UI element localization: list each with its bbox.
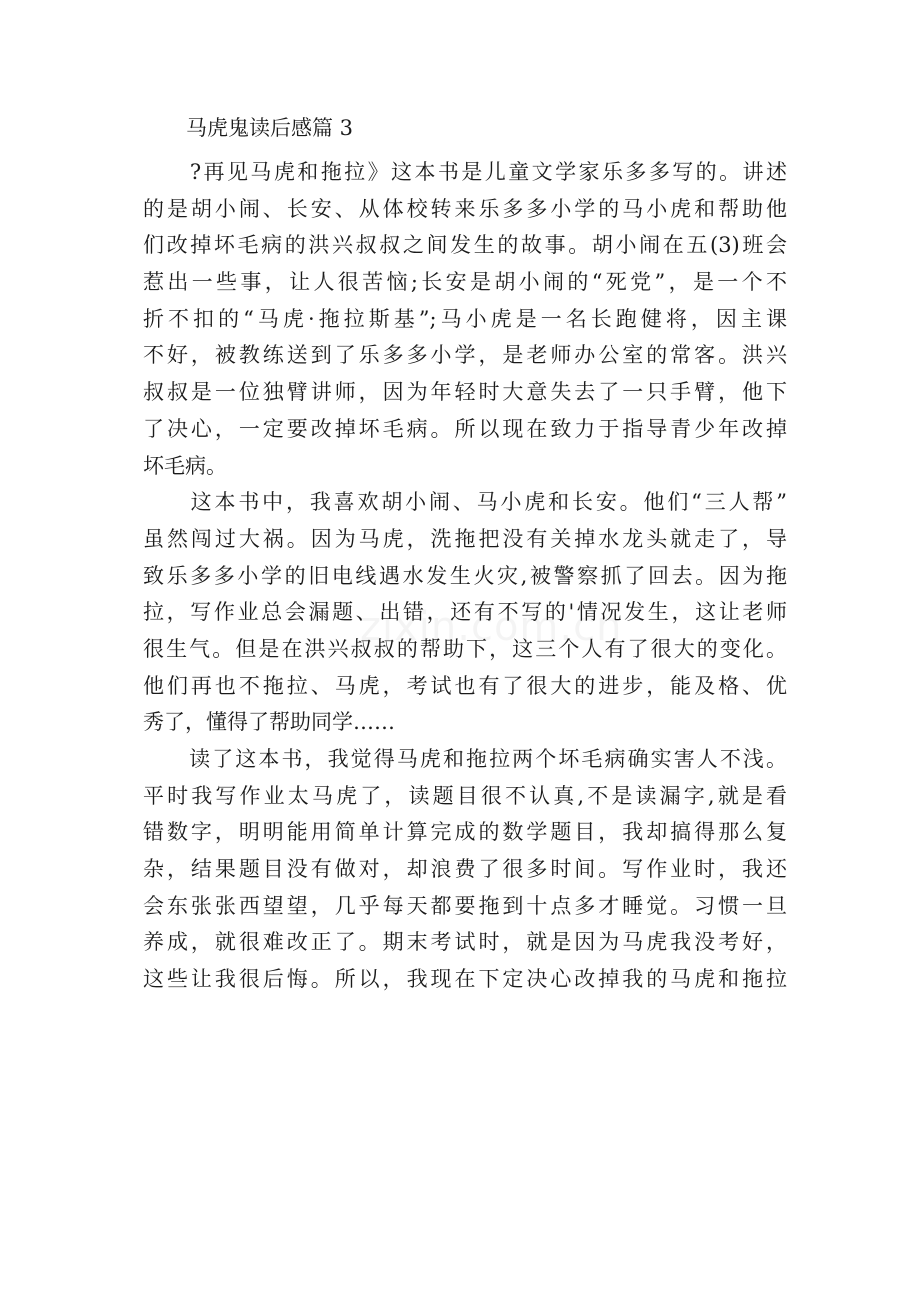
- text-line: 坏毛病。: [143, 453, 227, 478]
- text-line: 读了这本书，我觉得马虎和拖拉两个坏毛病确实害人不浅。: [143, 747, 787, 771]
- text-line: 的是胡小闹、长安、从体校转来乐多多小学的马小虎和帮助他: [143, 196, 787, 221]
- text-line: 不好，被教练送到了乐多多小学，是老师办公室的常客。洪兴: [143, 343, 787, 368]
- text-line: 平时我写作业太马虎了，读题目很不认真,不是读漏字,就是看: [143, 783, 787, 808]
- text-line: ?再见马虎和拖拉》这本书是儿童文学家乐多多写的。讲述: [143, 160, 787, 184]
- text-line: 致乐多多小学的旧电线遇水发生火灾,被警察抓了回去。因为拖: [143, 563, 787, 588]
- text-line: 这些让我很后悔。所以，我现在下定决心改掉我的马虎和拖拉: [143, 967, 787, 992]
- text-line: 虽然闯过大祸。因为马虎，洗拖把没有关掉水龙头就走了，导: [143, 526, 787, 551]
- text-line: 秀了，懂得了帮助同学……: [143, 710, 395, 735]
- text-line: 折不扣的“马虎·拖拉斯基”;马小虎是一名长跑健将，因主课: [143, 306, 787, 331]
- text-line: 他们再也不拖拉、马虎，考试也有了很大的进步，能及格、优: [143, 673, 787, 698]
- body-text: [143, 154, 787, 998]
- text-line: 很生气。但是在洪兴叔叔的帮助下，这三个人有了很大的变化。: [143, 636, 787, 661]
- text-line: 会东张张西望望，几乎每天都要拖到十点多才睡觉。习惯一旦: [143, 893, 787, 918]
- text-line: 错数字，明明能用简单计算完成的数学题目，我却搞得那么复: [143, 820, 787, 845]
- text-line: 叔叔是一位独臂讲师，因为年轻时大意失去了一只手臂，他下: [143, 380, 787, 405]
- text-line: 杂，结果题目没有做对，却浪费了很多时间。写作业时，我还: [143, 857, 787, 882]
- paragraph: [143, 154, 787, 484]
- text-line: 这本书中，我喜欢胡小闹、马小虎和长安。他们“三人帮”: [143, 490, 787, 515]
- paragraph: [143, 741, 787, 998]
- text-line: 们改掉坏毛病的洪兴叔叔之间发生的故事。胡小闹在五(3)班会: [143, 233, 787, 258]
- text-line: 拉，写作业总会漏题、出错，还有不写的'情况发生，这让老师: [143, 600, 787, 625]
- text-line: 了决心，一定要改掉坏毛病。所以现在致力于指导青少年改掉: [143, 416, 787, 441]
- paragraph: [143, 484, 787, 741]
- text-line: 养成，就很难改正了。期末考试时，就是因为马虎我没考好，: [143, 930, 787, 955]
- section-heading: 马虎鬼读后感篇 3: [186, 116, 354, 140]
- text-line: 惹出一些事，让人很苦恼;长安是胡小闹的“死党”，是一个不: [143, 270, 787, 295]
